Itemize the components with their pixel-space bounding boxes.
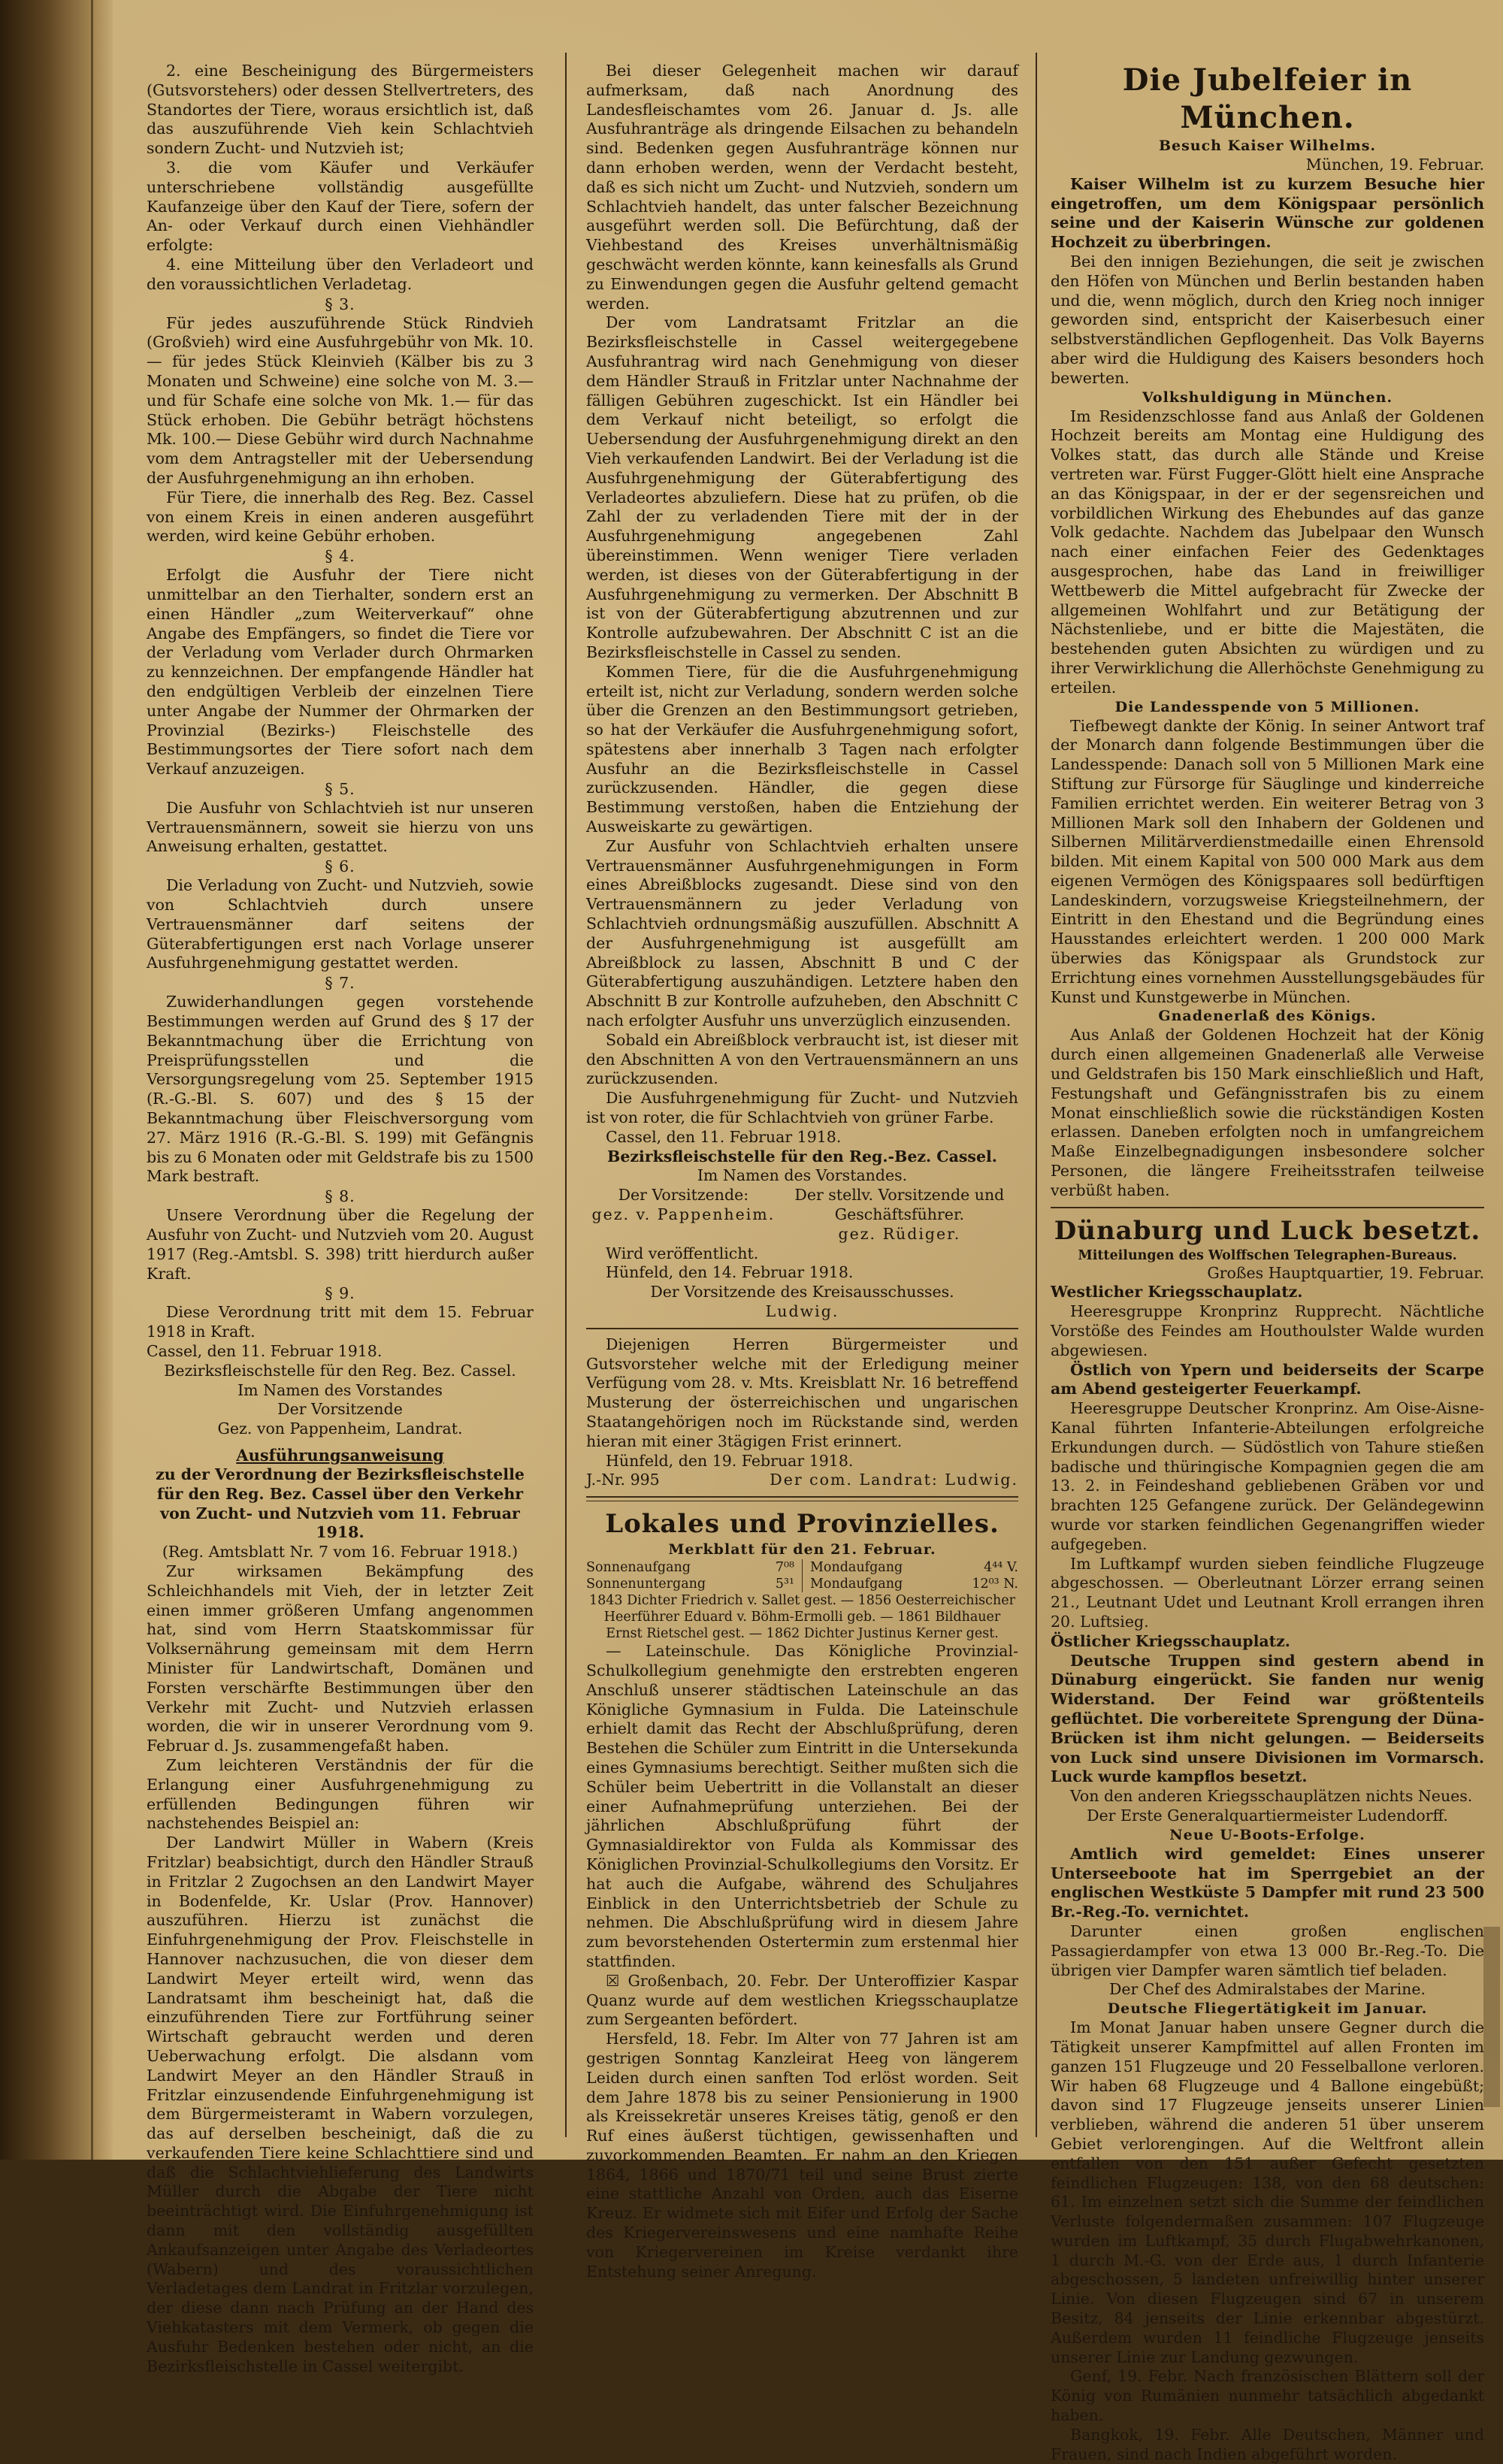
divider: [1051, 1207, 1484, 1208]
paragraph: Diejenigen Herren Bürgermeister und Gutsvorsteher welche mit der Erledigung meiner Verfügung vom 28. v. Mts. Kreisblatt Nr. 16 betreffend Musterung der österreichischen und ungarischen Staatangehörigen noch im Rückstande sind, werden hieran mit einer 3tägigen Frist erinnert.: [586, 1335, 1018, 1450]
almanac-heading: Merkblatt für den 21. Februar.: [668, 1541, 936, 1559]
paragraph: Kaiser Wilhelm ist zu kurzem Besuche hier eingetroffen, um dem Königspaar persönlich seine und der Kaiserin Wünsche zur goldenen Hochzeit zu überbringen.: [1051, 174, 1484, 252]
ordinance-item-2: 2. eine Bescheinigung des Bürgermeisters (Gutsvorstehers) oder dessen Stellvertreters, des Standortes der Tiere, woraus ersichtlich ist, daß das auszuführende Vieh kein Schlachtvieh sondern Zucht- und Nutzvieh ist;: [147, 62, 534, 158]
signature-line: Bezirksfleischstelle für den Reg.-Bez. Cassel.: [607, 1147, 997, 1165]
section-heading: § 9.: [325, 1284, 355, 1303]
column-rule: [565, 53, 567, 2137]
paragraph: Sobald ein Abreißblock verbraucht ist, ist dieser mit den Abschnitten A von den Vertrauensmännern an uns zurückzusenden.: [586, 1030, 1018, 1088]
subheading: Gnadenerlaß des Königs.: [1158, 1008, 1377, 1025]
signature-line: Ludwig.: [765, 1302, 839, 1320]
paragraph: Wird veröffentlicht.: [606, 1244, 759, 1262]
signature-block: [586, 1471, 1018, 1490]
subheading: Neue U-Boots-Erfolge.: [1169, 1826, 1365, 1843]
signature-block: [586, 1186, 1018, 1244]
paragraph: Bei dieser Gelegenheit machen wir darauf aufmerksam, daß nach Anordnung des Landesfleischamtes vom 26. Januar d. Js. alle Ausfuhranträge als dringende Eilsachen zu behandeln sind. Bedenken gegen Ausfuhranträge können nur dann erhoben werden, wenn der Verdacht besteht, daß es sich nicht um Zucht- und Nutzvieh, sondern um Schlachtvieh handelt, das unter falscher Bezeichnung ausgeführt werden soll. Die Befürchtung, daß der Viehbestand des Kreises unverhältnismäßig geschwächt werden könnte, kann keinesfalls als Grund zu Einwendungen gegen die Ausfuhr geltend gemacht werden.: [586, 62, 1018, 313]
subheading: Deutsche Fliegertätigkeit im Januar.: [1107, 2000, 1428, 2018]
column-middle: [586, 62, 1018, 2281]
signature-line: gez. v. Pappenheim.: [591, 1205, 776, 1224]
news-item: ☒ Großenbach, 20. Febr. Der Unteroffizier Kaspar Quanz wurde auf dem westlichen Kriegsschauplatze zum Sergeanten befördert.: [586, 1971, 1018, 2029]
moonrise-time: 4⁴⁴ V.: [984, 1560, 1018, 1576]
paragraph: Für jedes auszuführende Stück Rindvieh (Großvieh) wird eine Ausfuhrgebühr von Mk. 10.— für jedes Stück Kleinvieh (Kälber bis zu 3 Monaten und Schweine) eine solche von M. 3.— und für Schafe eine solche von Mk. 1.— für das Stück erhoben. Die Gebühr beträgt höchstens Mk. 100.— Diese Gebühr wird durch Nachnahme vom dem Antragsteller mit der Uebersendung der Ausfuhrgenehmigung an ihn erhoben.: [147, 313, 534, 487]
section-heading: § 5.: [325, 779, 355, 798]
sunset-label: Sonnenuntergang: [586, 1577, 706, 1592]
paragraph: Deutsche Truppen sind gestern abend in Dünaburg eingerückt. Sie fanden nur wenig Widerstand. Der Feind war größtenteils geflüchtet. Die vorbereitete Sprengung der Düna-Brücken ist ihm nicht gelungen. — Beiderseits von Luck sind unsere Divisionen im Vormarsch. Luck wurde kampflos besetzt.: [1051, 1651, 1484, 1786]
article-heading: Ausführungsanweisung: [236, 1446, 444, 1465]
news-item: Bangkok, 19. Febr. Alle Deutschen, Männer und Frauen, sind nach Indien abgeführt worden.: [1051, 2425, 1484, 2463]
section-title: Lokales und Provinzielles.: [605, 1509, 999, 1540]
paragraph: Bei den innigen Beziehungen, die seit je zwischen den Höfen von München und Berlin bestanden haben und die, wenn möglich, durch den Krieg noch inniger geworden sind, entspricht der Kaiserbesuch einer selbstverständlichen Gepflogenheit. Das Volk Bayerns aber wird die Huldigung des Kaisers besonders hoch bewerten.: [1051, 252, 1484, 387]
article-subheading: zu der Verordnung der Bezirksfleischstelle für den Reg. Bez. Cassel über den Verkehr von Zucht- und Nutzvieh vom 11. Februar 1918.: [156, 1465, 525, 1542]
almanac-times: [586, 1559, 1018, 1592]
signature-line: Der Vorsitzende:: [618, 1186, 749, 1205]
section-heading: § 7.: [325, 974, 355, 993]
subheadline: Besuch Kaiser Wilhelms.: [1158, 138, 1377, 154]
signature-line: Der Chef des Admiralstabes der Marine.: [1108, 1980, 1426, 1999]
subheading: Volkshuldigung in München.: [1142, 388, 1393, 406]
subheadline: Mitteilungen des Wolffschen Telegraphen-Bureaus.: [1078, 1247, 1457, 1263]
paragraph: Zum leichteren Verständnis der für die Erlangung einer Ausfuhrgenehmigung zu erfüllenden Bedingungen führen wir nachstehendes Beispiel an:: [147, 1755, 534, 1833]
section-heading: § 8.: [325, 1187, 355, 1206]
ordinance-item-3: 3. die vom Käufer und Verkäufer unterschriebene vollständig ausgefüllte Kaufanzeige über den Kauf der Tiere, sofern der An- oder Verkauf durch einen Viehhändler erfolgte:: [147, 158, 534, 255]
paragraph: Der Landwirt Müller in Wabern (Kreis Fritzlar) beabsichtigt, durch den Händler Strauß in Fritzlar 2 Zugochsen an den Landwirt Mayer in Bodenfelde, Kr. Uslar (Prov. Hannover) auszuführen. Hierzu ist zunächst die Einfuhrgenehmigung der Prov. Fleischstelle in Hannover nachzusuchen, die von dieser dem Landwirt Meyer erteilt wird, wenn das Landratsamt ihm bescheinigt hat, daß die einzuführenden Tiere zur Fortführung seiner Wirtschaft gebraucht werden und deren Ueberwachung erfolgt. Die alsdann vom Landwirt Meyer an den Händler Strauß in Fritzlar einzusendende Einfuhrgenehmigung ist dem Bürgermeisteramt in Wabern vorzulegen, das auf derselben bescheinigt, daß die zu verkaufenden Tiere keine Schlachttiere sind und daß die Schlachtviehlieferung des Landwirts Müller durch die Abgabe der Tiere nicht beeinträchtigt wird. Die Einfuhrgenehmigung ist dann mit den vollständig ausgefüllten Ankaufsanzeigen unter Angabe des Verladeortes (Wabern) und des voraussichtlichen Verladetages dem Landrat in Fritzlar vorzulegen, der diese dann nach Prüfung an der Hand des Viehkatasters mit dem Vermerk, ob gegen die Ausfuhr Bedenken bestehen oder nicht, an die Bezirksfleischstelle in Cassel weitergibt.: [147, 1834, 534, 2375]
news-item: Hersfeld, 18. Febr. Im Alter von 77 Jahren ist am gestrigen Sonntag Kanzleirat Heeg von längerem Leiden durch einen sanften Tod erlöst worden. Seit dem Jahre 1878 bis zu seiner Pensionierung in 1900 als Kreissekretär unseres Kreises tätig, genoß er den Ruf eines äußerst tüchtigen, gewissenhaften und zuvorkommenden Beamten. Er nahm an den Kriegen 1864, 1866 und 1870/71 teil und seine Brust zierte eine stattliche Anzahl von Orden, auch das Eiserne Kreuz. Er widmete sich mit Eifer und Erfolg der Sache des Kriegervereinswesens und eine namhafte Reihe von Kriegervereinen im Kreise verdankt ihre Entstehung seiner Anregung.: [586, 2030, 1018, 2281]
paragraph: Östlich von Ypern und beiderseits der Scarpe am Abend gesteigerter Feuerkampf.: [1051, 1360, 1484, 1398]
journal-number: J.-Nr. 995: [586, 1471, 660, 1489]
section-heading: § 6.: [325, 857, 355, 876]
subheading: Östlicher Kriegsschauplatz.: [1051, 1631, 1290, 1650]
dateline: München, 19. Februar.: [1305, 156, 1484, 174]
paragraph: Zur wirksamen Bekämpfung des Schleichhandels mit Vieh, der in letzter Zeit einen immer größeren Umfang angenommen hat, sind vom Herrn Staatskommissar für Volksernährung gemeinsam mit dem Herrn Minister für Landwirtschaft, Domänen und Forsten verschärfte Bestimmungen über den Verkehr mit Zucht- und Nutzvieh erlassen worden, die wir in unserer Verordnung vom 9. Februar d. Js. zusammengefaßt haben.: [147, 1562, 534, 1755]
signature-line: Der com. Landrat: Ludwig.: [770, 1471, 1018, 1489]
signature-line: Im Namen des Vorstandes.: [697, 1166, 908, 1185]
dateline: Cassel, den 11. Februar 1918.: [606, 1127, 842, 1146]
headline: Dünaburg und Luck besetzt.: [1054, 1215, 1481, 1246]
paragraph: Zuwiderhandlungen gegen vorstehende Bestimmungen werden auf Grund des § 17 der Bekanntmachung über die Errichtung von Preisprüfungsstellen und die Versorgungsregelung vom 25. September 1915 (R.-G.-Bl. S. 607) und des § 15 der Bekanntmachung über Fleischversorgung vom 27. März 1916 (R.-G.-Bl. S. 199) mit Gefängnis bis zu 6 Monaten oder mit Geldstrafe bis zu 1500 Mark bestraft.: [147, 993, 534, 1186]
paragraph: Im Monat Januar haben unsere Gegner durch die Tätigkeit unserer Kampfmittel auf allen Fronten im ganzen 151 Flugzeuge und 20 Fesselballone verloren. Wir haben 68 Flugzeuge und 4 Ballone eingebüßt; davon sind 17 Flugzeuge jenseits unserer Linien verblieben, während die anderen 51 über unserem Gebiet verlorengingen. Auf die Weltfront allein entfallen von den 151 außer Gefecht gesetzten feindlichen Flugzeugen: 138, von den 68 deutschen: 61. Im einzelnen setzt sich die Summe der feindlichen Verluste folgendermaßen zusammen: 107 Flugzeuge wurden im Luftkampf, 35 durch Flugabwehrkanonen, 1 durch M.-G. von der Erde aus, 1 durch Infanterie abgeschossen, 5 landeten unfreiwillig hinter unserer Linie. Von diesen Flugzeugen sind 67 in unserem Besitz, 84 jenseits der Linie erkennbar abgestürzt. Außerdem wurden 11 feindliche Flugzeuge jenseits unserer Linie zur Landung gezwungen.: [1051, 2018, 1484, 2366]
sunrise-time: 7⁰⁸: [775, 1560, 794, 1576]
paragraph: Zur Ausfuhr von Schlachtvieh erhalten unsere Vertrauensmänner Ausfuhrgenehmigungen in Form eines Abreißblocks zugesandt. Diese sind von den Vertrauensmännern zu jeder Verladung von Schlachtvieh ordnungsmäßig auszufüllen. Abschnitt A der Ausfuhrgenehmigung ist ausgefüllt am Abreißblock zu lassen, Abschnitt B und C der Güterabfertigung auszuhändigen. Letztere haben den Abschnitt B zur Kontrolle aufzuheben, den Abschnitt C nach erfolgter Ausfuhr uns unverzüglich einzusenden.: [586, 836, 1018, 1030]
book-spine: [0, 0, 113, 2160]
signature-line: gez. Rüdiger.: [838, 1224, 961, 1243]
subheading: Die Landesspende von 5 Millionen.: [1114, 698, 1420, 715]
signature-line: Im Namen des Vorstandes: [237, 1380, 443, 1399]
almanac-history: 1843 Dichter Friedrich v. Sallet gest. — 1856 Oesterreichischer Heerführer Eduard v. Böhm-Ermolli geb. — 1861 Bildhauer Ernst Rietschel gest. — 1862 Dichter Justinus Kerner gest.: [589, 1593, 1015, 1642]
headline: Die Jubelfeier in München.: [1122, 62, 1413, 135]
paragraph: Die Ausfuhrgenehmigung für Zucht- und Nutzvieh ist von roter, die für Schlachtvieh von grüner Farbe.: [586, 1089, 1018, 1127]
paragraph: Heeresgruppe Deutscher Kronprinz. Am Oise-Aisne-Kanal führten Infanterie-Abteilungen erfolgreiche Erkundungen durch. — Südöstlich von Tahure stießen badische und thüringische Kompagnien gegen die am 13. 2. in Feindeshand gebliebenen Gräben vor und brachten 125 Gefangene zurück. Der Geländegewinn wurde vor starken feindlichen Gegenangriffen wieder aufgegeben.: [1051, 1399, 1484, 1553]
paragraph: Die Verladung von Zucht- und Nutzvieh, sowie von Schlachtvieh durch unsere Vertrauensmänner darf seitens der Güterabfertigungen erst nach Vorlage unserer Ausfuhrgenehmigung gestattet werden.: [147, 876, 534, 972]
column-left: [147, 62, 534, 2375]
signature-line: Der Erste Generalquartiermeister Ludendorff.: [1087, 1806, 1448, 1825]
paragraph: Heeresgruppe Kronprinz Rupprecht. Nächtliche Vorstöße des Feindes am Houthoulster Walde wurden abgewiesen.: [1051, 1302, 1484, 1359]
paragraph: Amtlich wird gemeldet: Eines unserer Unterseeboote hat im Sperrgebiet an der englischen Westküste 5 Dampfer mit rund 23 500 Br.-Reg.-To. vernichtet.: [1051, 1844, 1484, 1921]
dateline: Großes Hauptquartier, 19. Februar.: [1207, 1263, 1484, 1282]
signature-line: Der Vorsitzende: [277, 1400, 403, 1419]
paragraph: Für Tiere, die innerhalb des Reg. Bez. Cassel von einem Kreis in einen anderen ausgeführt werden, wird keine Gebühr erhoben.: [147, 488, 534, 546]
divider: [586, 1328, 1018, 1329]
column-rule: [1036, 53, 1037, 2137]
section-heading: § 3.: [325, 295, 355, 313]
paragraph: Erfolgt die Ausfuhr der Tiere nicht unmittelbar an den Tierhalter, sondern erst an einen Händler „zum Weiterverkauf“ ohne Angabe des Empfängers, so findet die Tiere vor der Verladung vom Verlader durch Ohrmarken zu kennzeichnen. Der empfangende Händler hat den endgültigen Verbleib der einzelnen Tiere unter Angabe der Nummer der Ohrmarken der Provinzial (Bezirks-) Fleischstelle des Bestimmungsortes der Tiere sofort nach dem Verkauf anzuzeigen.: [147, 566, 534, 779]
signature-line: Der Vorsitzende des Kreisausschusses.: [650, 1283, 954, 1302]
sunset-time: 5³¹: [775, 1577, 794, 1592]
page-edge-mark: [1483, 1927, 1500, 2107]
ordinance-item-4: 4. eine Mitteilung über den Verladeort und den voraussichtlichen Verladetag.: [147, 255, 534, 293]
moonrise-label: Mondaufgang: [810, 1560, 903, 1576]
news-item: Genf, 19. Febr. Nach französischen Blättern soll der König von Rumänien nunmehr tatsächlich abgedankt haben.: [1051, 2367, 1484, 2425]
signature-line: Gez. von Pappenheim, Landrat.: [217, 1419, 463, 1438]
moonset-label: Mondaufgang: [810, 1577, 903, 1592]
paragraph: Kommen Tiere, für die die Ausfuhrgenehmigung erteilt ist, nicht zur Verladung, sondern werden solche über die Grenzen an den Bestimmungsort getrieben, so hat der Verkäufer die Ausfuhrgenehmigung sofort, spätestens aber innerhalb 3 Tagen nach erfolgter Ausfuhr an die Bezirksfleischstelle in Cassel zurückzusenden. Händler, die gegen diese Bestimmung verstoßen, haben die Entziehung der Ausweiskarte zu gewärtigen.: [586, 662, 1018, 836]
dateline: Cassel, den 11. Februar 1918.: [147, 1342, 383, 1361]
paragraph: Darunter einen großen englischen Passagierdampfer von etwa 13 000 Br.-Reg.-To. Die übrigen vier Dampfer waren sämtlich tief beladen.: [1051, 1921, 1484, 1979]
column-right: [1051, 62, 1484, 2463]
paragraph: Von den anderen Kriegsschauplätzen nichts Neues.: [1070, 1787, 1473, 1806]
news-item: — Lateinschule. Das Königliche Provinzial-Schulkollegium genehmigte den erstrebten engeren Anschluß unserer städtischen Lateinschule an das Königliche Gymnasium in Fulda. Die Lateinschule erhielt damit das Recht der Abschlußprüfung, deren Bestehen die Schüler zum Eintritt in die Untersekunda eines Gymnasiums berechtigt. Seither mußten sich die Schüler beim Uebertritt in die Vollanstalt an dieser einer Aufnahmeprüfung unterziehen. Bei der jährlichen Abschlußprüfung führt der Gymnasialdirektor von Fulda als Kommissar des Königlichen Provinzial-Schulkollegiums den Vorsitz. Er hat auch die Aufgabe, während des Schuljahres Einblick in den Unterrichtsbetrieb der Schule zu nehmen. Die Abschlußprüfung wird in diesem Jahre zum bevorstehenden Ostertermin zum erstenmal hier stattfinden.: [586, 1642, 1018, 1970]
paragraph: Aus Anlaß der Goldenen Hochzeit hat der König durch einen allgemeinen Gnadenerlaß alle Verweise und Geldstrafen bis 150 Mark einschließlich und Haft, Festungshaft und Gefängnisstrafen bis zu einem Monat einschließlich sowie die rückständigen Kosten erlassen. Daneben erfolgten noch in umfangreichem Maße Einzelbegnadigungen insbesondere solcher Personen, die längere Freiheitsstrafen teilweise verbüßt haben.: [1051, 1026, 1484, 1199]
paragraph: Die Ausfuhr von Schlachtvieh ist nur unseren Vertrauensmännern, soweit sie hierzu von uns Anweisung erhalten, gestattet.: [147, 798, 534, 856]
dateline: Hünfeld, den 14. Februar 1918.: [606, 1263, 854, 1282]
signature-line: Bezirksfleischstelle für den Reg. Bez. Cassel.: [164, 1361, 516, 1380]
sunrise-label: Sonnenaufgang: [586, 1560, 691, 1576]
paragraph: Unsere Verordnung über die Regelung der Ausfuhr von Zucht- und Nutzvieh vom 20. August 1917 (Reg.-Amtsbl. S. 398) tritt hierdurch außer Kraft.: [147, 1206, 534, 1283]
paragraph: Tiefbewegt dankte der König. In seiner Antwort traf der Monarch dann folgende Bestimmungen über die Landesspende: Danach soll von 5 Millionen Mark eine Stiftung zur Fürsorge für Säuglinge und kinderreiche Familien errichtet werden. Ein weiterer Betrag von 3 Millionen Mark soll den Inhabern der Goldenen und Silbernen Militärverdienstmedaille einen Ehrensold bilden. Mit einem Kapital von 500 000 Mark aus dem eigenen Vermögen des Königspaares soll bedürftigen Landeskindern, vorzugsweise Kriegsteilnehmern, der Eintritt in den Ehestand und die Begründung eines Hausstandes erleichtert werden. 1 200 000 Mark überwies das Königspaar als Grundstock zur Errichtung eines vornehmen Ausstellungsgebäudes für Kunst und Kunstgewerbe in München.: [1051, 716, 1484, 1006]
dateline: Hünfeld, den 19. Februar 1918.: [606, 1451, 854, 1470]
signature-line: Der stellv. Vorsitzende und Geschäftsführer.: [794, 1186, 1005, 1224]
moonset-time: 12⁰³ N.: [972, 1577, 1018, 1592]
article-reference: (Reg. Amtsblatt Nr. 7 vom 16. Februar 1918.): [162, 1543, 519, 1562]
paragraph: Im Residenzschlosse fand aus Anlaß der Goldenen Hochzeit bereits am Montag eine Huldigung des Volkes statt, das durch alle Stände und Kreise vertreten war. Fürst Fugger-Glött hielt eine Ansprache an das Königspaar, in der er der segensreichen und vorbildlichen Wirkung des Ehebundes auf das ganze Volk gedachte. Nachdem das Jubelpaar den Wunsch nach einer einfachen Feier des Gedenktages ausgesprochen, habe das Land in freiwilliger Wettbewerb die Mittel aufgebracht für Zwecke der allgemeinen Wohlfahrt und zur Betätigung der Nächstenliebe, und er bitte die Majestäten, die bestehenden guten Absichten zu würdigen und zu ihrer Verwirklichung die Allerhöchste Genehmigung zu erteilen.: [1051, 407, 1484, 697]
subheading: Westlicher Kriegsschauplatz.: [1051, 1283, 1303, 1302]
section-heading: § 4.: [325, 547, 355, 566]
divider: [586, 1496, 1018, 1501]
paragraph: Diese Verordnung tritt mit dem 15. Februar 1918 in Kraft.: [147, 1303, 534, 1341]
paragraph: Der vom Landratsamt Fritzlar an die Bezirksfleischstelle in Cassel weitergegebene Ausfuhrantrag wird nach Genehmigung von dieser dem Händler Strauß in Fritzlar unter Nachnahme der fälligen Gebühren zugeschickt. Ist ein Händler bei dem Verkauf nicht beteiligt, so erfolgt die Uebersendung der Ausfuhrgenehmigung direkt an den Vieh verkaufenden Landwirt. Bei der Verladung ist die Ausfuhrgenehmigung der Güterabfertigung des Verladeortes abzuliefern. Diese hat zu prüfen, ob die Zahl der zu verladenden Tiere mit der in der Ausfuhrgenehmigung angegebenen Zahl übereinstimmen. Wenn weniger Tiere verladen werden, ist dieses von der Güterabfertigung in der Ausfuhrgenehmigung zu vermerken. Der Abschnitt B ist von der Güterabfertigung abzutrennen und zur Kontrolle aufzubewahren. Der Abschnitt C ist an die Bezirksfleischstelle in Cassel zu senden.: [586, 313, 1018, 661]
paragraph: Im Luftkampf wurden sieben feindliche Flugzeuge abgeschossen. — Oberleutnant Lörzer errang seinen 21., Leutnant Udet und Leutnant Kroll errangen ihren 20. Luftsieg.: [1051, 1554, 1484, 1631]
